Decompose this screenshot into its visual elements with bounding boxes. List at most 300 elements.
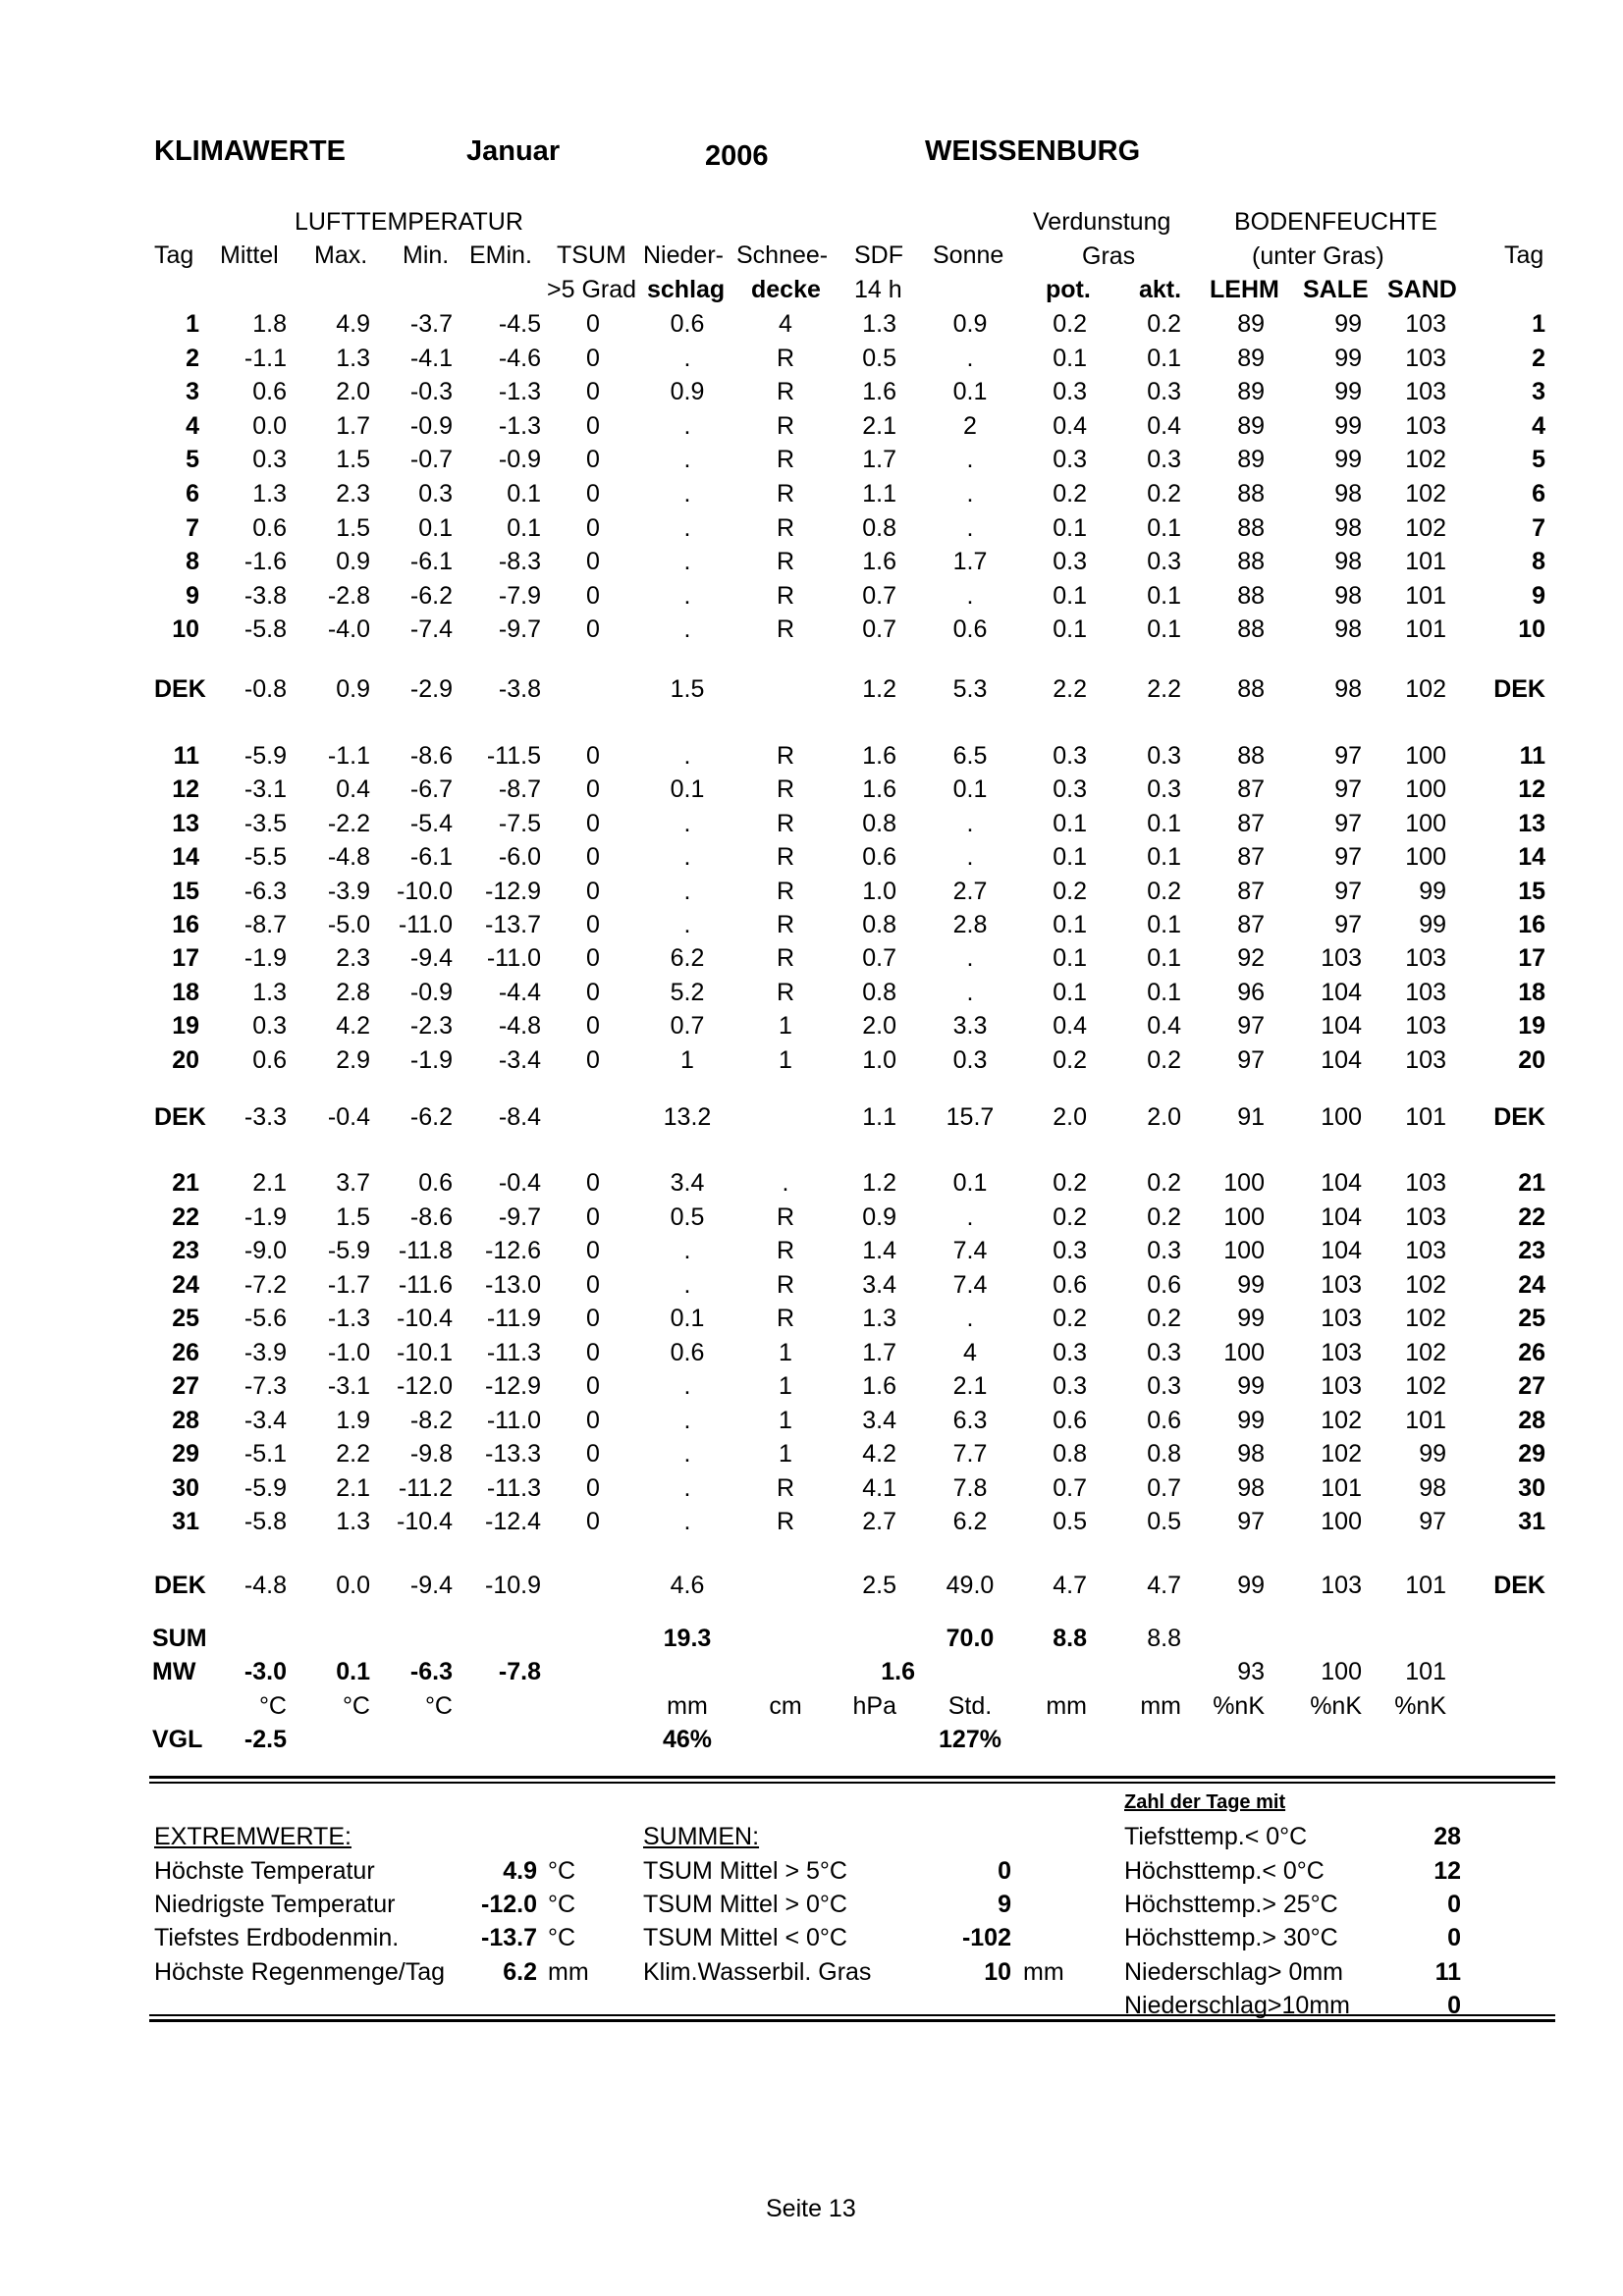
table-cell: 1: [779, 1372, 792, 1400]
table-cell: 96: [1237, 979, 1265, 1006]
table-cell: 0.2: [1053, 1305, 1087, 1332]
table-cell: 5: [186, 446, 199, 473]
summary-cell: mm: [1046, 1692, 1087, 1720]
table-cell: 30: [172, 1474, 199, 1502]
table-cell: 0.3: [1147, 378, 1181, 405]
table-cell: 0.1: [1053, 582, 1087, 610]
table-cell: -8.7: [498, 775, 541, 803]
table-cell: 1.5: [336, 1203, 370, 1231]
days-label: Tiefsttemp.< 0°C: [1124, 1823, 1308, 1850]
table-cell: -7.2: [243, 1271, 287, 1299]
table-cell: 19: [172, 1012, 199, 1040]
table-cell: 5.2: [670, 979, 705, 1006]
summary-cell: 19.3: [663, 1625, 712, 1652]
table-cell: -8.4: [498, 1103, 541, 1131]
table-cell: .: [966, 810, 974, 837]
table-cell: 0.3: [1053, 1237, 1087, 1264]
table-cell: 21: [1518, 1169, 1545, 1197]
table-cell: 4.7: [1147, 1572, 1181, 1599]
table-cell: .: [683, 1474, 691, 1502]
table-cell: 0: [586, 775, 600, 803]
table-cell: 1.9: [336, 1407, 370, 1434]
table-cell: .: [966, 480, 974, 507]
table-cell: -6.1: [409, 843, 453, 871]
table-cell: 0.9: [670, 378, 705, 405]
table-cell: 0.1: [1053, 911, 1087, 938]
table-cell: -12.9: [485, 878, 541, 905]
table-cell: 97: [1334, 742, 1362, 770]
table-cell: 0.3: [1147, 1237, 1181, 1264]
table-cell: 0.6: [862, 843, 896, 871]
table-cell: 7.8: [952, 1474, 988, 1502]
table-cell: 20: [172, 1046, 199, 1074]
table-cell: 0.9: [336, 675, 370, 703]
sum-value: -102: [961, 1924, 1011, 1951]
table-cell: 0.1: [952, 1169, 988, 1197]
table-cell: 101: [1405, 582, 1446, 610]
table-cell: -6.1: [409, 548, 453, 575]
table-cell: 103: [1405, 310, 1446, 338]
table-cell: 89: [1237, 412, 1265, 440]
table-cell: 88: [1237, 615, 1265, 643]
table-cell: -9.7: [498, 1203, 541, 1231]
table-cell: 8: [186, 548, 199, 575]
table-cell: 2.0: [336, 378, 370, 405]
table-cell: 7.7: [952, 1440, 988, 1468]
sums-heading: SUMMEN:: [643, 1823, 760, 1850]
table-cell: 3.3: [952, 1012, 988, 1040]
table-cell: .: [683, 548, 691, 575]
days-value: 0: [1447, 1924, 1461, 1951]
table-cell: 0.6: [952, 615, 988, 643]
table-cell: 3.4: [862, 1407, 896, 1434]
table-cell: -1.3: [498, 378, 541, 405]
table-cell: 13: [1518, 810, 1545, 837]
sum-value: 0: [998, 1857, 1011, 1885]
table-cell: 0.1: [1147, 582, 1181, 610]
table-cell: 1.5: [336, 514, 370, 542]
table-cell: 100: [1405, 775, 1446, 803]
table-cell: -2.2: [327, 810, 370, 837]
table-cell: 100: [1223, 1203, 1265, 1231]
table-cell: 98: [1334, 582, 1362, 610]
table-cell: 97: [1334, 775, 1362, 803]
extreme-unit: °C: [548, 1891, 576, 1918]
table-cell: 1.8: [252, 310, 287, 338]
table-cell: 0.6: [1147, 1407, 1181, 1434]
table-cell: .: [683, 582, 691, 610]
table-cell: 2: [186, 345, 199, 372]
table-cell: .: [966, 345, 974, 372]
header-lehm: LEHM: [1210, 276, 1279, 303]
table-cell: 0.1: [670, 775, 705, 803]
table-cell: 97: [1237, 1046, 1265, 1074]
table-cell: 0.6: [252, 514, 287, 542]
table-cell: 10: [172, 615, 199, 643]
table-cell: 98: [1334, 615, 1362, 643]
table-cell: R: [776, 810, 795, 837]
table-cell: 103: [1405, 1237, 1446, 1264]
summary-cell: °C: [342, 1692, 370, 1720]
sum-value: 10: [984, 1958, 1011, 1986]
table-cell: 99: [1419, 1440, 1446, 1468]
table-cell: 4.7: [1053, 1572, 1087, 1599]
table-cell: R: [776, 412, 795, 440]
table-cell: 0: [586, 944, 600, 972]
table-cell: 100: [1321, 1508, 1362, 1535]
table-cell: -1.9: [243, 1203, 287, 1231]
table-cell: 101: [1321, 1474, 1362, 1502]
table-cell: -4.8: [498, 1012, 541, 1040]
table-cell: 23: [1518, 1237, 1545, 1264]
table-cell: 0.1: [418, 514, 453, 542]
table-cell: 4.6: [670, 1572, 705, 1599]
table-cell: -5.5: [243, 843, 287, 871]
table-cell: 0.2: [1147, 1305, 1181, 1332]
table-cell: -0.9: [409, 412, 453, 440]
table-cell: -11.0: [398, 911, 453, 938]
table-cell: 3: [186, 378, 199, 405]
table-cell: 0: [586, 1440, 600, 1468]
table-cell: 102: [1405, 1271, 1446, 1299]
table-cell: .: [966, 1203, 974, 1231]
table-cell: 0.6: [670, 310, 705, 338]
header-sonne: Sonne: [933, 241, 1004, 269]
table-cell: 10: [1518, 615, 1545, 643]
table-cell: 0: [586, 1474, 600, 1502]
table-cell: 1.7: [862, 446, 896, 473]
table-cell: 0: [586, 1339, 600, 1366]
table-cell: 2.7: [862, 1508, 896, 1535]
table-cell: -1.1: [243, 345, 287, 372]
table-cell: 104: [1321, 1203, 1362, 1231]
table-cell: 88: [1237, 548, 1265, 575]
summary-cell: 93: [1237, 1658, 1265, 1685]
table-cell: -3.1: [327, 1372, 370, 1400]
table-cell: .: [683, 412, 691, 440]
table-cell: 0.7: [1147, 1474, 1181, 1502]
table-cell: -8.6: [409, 742, 453, 770]
table-cell: -13.7: [485, 911, 541, 938]
table-cell: -0.3: [409, 378, 453, 405]
rule-bottom-2: [149, 2019, 1555, 2022]
table-cell: 2.8: [952, 911, 988, 938]
table-cell: 1: [186, 310, 199, 338]
table-cell: 100: [1223, 1339, 1265, 1366]
rule-top-1: [149, 1776, 1555, 1779]
table-cell: 97: [1237, 1012, 1265, 1040]
table-cell: 101: [1405, 1103, 1446, 1131]
table-cell: .: [683, 1271, 691, 1299]
table-cell: 2: [963, 412, 977, 440]
table-cell: 0.8: [1147, 1440, 1181, 1468]
table-cell: 0.6: [670, 1339, 705, 1366]
table-cell: 1.2: [862, 1169, 896, 1197]
table-cell: 1: [779, 1339, 792, 1366]
table-cell: 0.8: [862, 810, 896, 837]
table-cell: -2.3: [409, 1012, 453, 1040]
table-cell: 0.1: [1147, 979, 1181, 1006]
table-cell: .: [683, 878, 691, 905]
table-cell: .: [966, 446, 974, 473]
days-value: 28: [1434, 1823, 1461, 1850]
page-number: Seite 13: [766, 2195, 856, 2222]
table-cell: R: [776, 480, 795, 507]
table-cell: -0.9: [498, 446, 541, 473]
table-cell: -5.8: [243, 1508, 287, 1535]
table-cell: 99: [1334, 345, 1362, 372]
table-cell: 0.1: [1053, 810, 1087, 837]
extreme-value: 6.2: [503, 1958, 537, 1986]
table-cell: 27: [172, 1372, 199, 1400]
table-cell: 19: [1518, 1012, 1545, 1040]
table-cell: 103: [1405, 1012, 1446, 1040]
table-cell: 1: [779, 1046, 792, 1074]
table-cell: R: [776, 1305, 795, 1332]
table-cell: 0: [586, 1407, 600, 1434]
table-cell: 0.2: [1147, 480, 1181, 507]
table-cell: 17: [172, 944, 199, 972]
table-cell: 1.2: [862, 675, 896, 703]
table-cell: -10.0: [397, 878, 453, 905]
table-cell: 98: [1237, 1440, 1265, 1468]
table-cell: 2.0: [1147, 1103, 1181, 1131]
table-cell: DEK: [154, 1103, 206, 1131]
table-cell: 0.5: [1147, 1508, 1181, 1535]
table-cell: 99: [1237, 1305, 1265, 1332]
table-cell: 103: [1405, 412, 1446, 440]
table-cell: 1.3: [336, 345, 370, 372]
table-cell: 87: [1237, 878, 1265, 905]
table-cell: -7.3: [243, 1372, 287, 1400]
summary-cell: mm: [667, 1692, 708, 1720]
report-month: Januar: [466, 135, 561, 167]
table-cell: 0.7: [862, 615, 896, 643]
table-cell: .: [683, 615, 691, 643]
table-cell: 97: [1334, 810, 1362, 837]
table-cell: -11.8: [398, 1237, 453, 1264]
table-cell: 0.6: [1053, 1271, 1087, 1299]
summary-cell: 46%: [662, 1726, 713, 1753]
header-tsum-sub: >5 Grad: [547, 276, 637, 303]
table-cell: 6: [186, 480, 199, 507]
table-cell: 24: [172, 1271, 199, 1299]
table-cell: 0.7: [1053, 1474, 1087, 1502]
extreme-value: 4.9: [503, 1857, 537, 1885]
table-cell: 1: [779, 1407, 792, 1434]
table-cell: -10.4: [397, 1305, 453, 1332]
table-cell: -9.8: [409, 1440, 453, 1468]
table-cell: 0.2: [1053, 1046, 1087, 1074]
summary-cell: -2.5: [243, 1726, 287, 1753]
summary-cell: cm: [769, 1692, 802, 1720]
table-cell: 104: [1321, 1169, 1362, 1197]
table-cell: 0.1: [670, 1305, 705, 1332]
table-cell: 0.3: [1053, 1372, 1087, 1400]
table-cell: -7.9: [498, 582, 541, 610]
table-cell: 1.7: [336, 412, 370, 440]
table-cell: 3.4: [862, 1271, 896, 1299]
table-cell: 29: [1518, 1440, 1545, 1468]
table-cell: 3.7: [336, 1169, 370, 1197]
extreme-label: Höchste Temperatur: [154, 1857, 375, 1885]
table-cell: -11.0: [486, 944, 541, 972]
table-cell: -0.9: [409, 979, 453, 1006]
extreme-value: -12.0: [481, 1891, 537, 1918]
table-cell: 4.2: [336, 1012, 370, 1040]
table-cell: 13.2: [663, 1103, 712, 1131]
table-cell: 91: [1237, 1103, 1265, 1131]
table-cell: 99: [1237, 1572, 1265, 1599]
table-cell: 100: [1405, 742, 1446, 770]
group-lufttemperatur: LUFTTEMPERATUR: [295, 208, 523, 236]
header-akt: akt.: [1139, 276, 1182, 303]
table-cell: 99: [1237, 1407, 1265, 1434]
table-cell: -10.1: [397, 1339, 453, 1366]
table-cell: 0: [586, 480, 600, 507]
table-cell: 92: [1237, 944, 1265, 972]
table-cell: 0.3: [1053, 742, 1087, 770]
table-cell: 26: [1518, 1339, 1545, 1366]
table-cell: 87: [1237, 911, 1265, 938]
table-cell: R: [776, 1508, 795, 1535]
table-cell: 0.3: [1053, 775, 1087, 803]
table-cell: 100: [1321, 1103, 1362, 1131]
table-cell: 1.6: [862, 742, 896, 770]
table-cell: 2.9: [336, 1046, 370, 1074]
table-cell: 1.6: [862, 548, 896, 575]
table-cell: 18: [1518, 979, 1545, 1006]
table-cell: 100: [1405, 810, 1446, 837]
table-cell: 5: [1532, 446, 1545, 473]
table-cell: 6.3: [952, 1407, 988, 1434]
table-cell: 17: [1518, 944, 1545, 972]
table-cell: 2.8: [336, 979, 370, 1006]
table-cell: -11.9: [486, 1305, 541, 1332]
table-cell: -6.0: [498, 843, 541, 871]
header-nieder-sub: schlag: [647, 276, 726, 303]
sum-label: TSUM Mittel > 0°C: [643, 1891, 847, 1918]
sum-label: Klim.Wasserbil. Gras: [643, 1958, 872, 1986]
table-cell: 23: [172, 1237, 199, 1264]
table-cell: 103: [1321, 1372, 1362, 1400]
table-cell: 1.3: [336, 1508, 370, 1535]
table-cell: 103: [1405, 979, 1446, 1006]
table-cell: -3.9: [327, 878, 370, 905]
table-cell: -11.3: [486, 1339, 541, 1366]
table-cell: -4.1: [409, 345, 453, 372]
table-cell: 99: [1419, 878, 1446, 905]
table-cell: 9: [186, 582, 199, 610]
group-verdunstung: Verdunstung: [1033, 208, 1171, 236]
summary-cell: -6.3: [409, 1658, 453, 1685]
table-cell: 102: [1405, 1305, 1446, 1332]
table-cell: 103: [1321, 1572, 1362, 1599]
table-cell: 0.3: [1053, 548, 1087, 575]
table-cell: 0.1: [1147, 843, 1181, 871]
table-cell: 102: [1405, 480, 1446, 507]
table-cell: 0.8: [862, 911, 896, 938]
table-cell: -0.7: [409, 446, 453, 473]
table-cell: -13.0: [485, 1271, 541, 1299]
table-cell: DEK: [1493, 675, 1545, 703]
days-label: Niederschlag>10mm: [1124, 1992, 1350, 2019]
table-cell: -5.1: [243, 1440, 287, 1468]
table-cell: 24: [1518, 1271, 1545, 1299]
table-cell: -1.9: [409, 1046, 453, 1074]
header-schnee: Schnee-: [736, 241, 829, 269]
table-cell: 16: [1518, 911, 1545, 938]
table-cell: 89: [1237, 378, 1265, 405]
table-cell: 1.5: [336, 446, 370, 473]
table-cell: 0.4: [1147, 1012, 1181, 1040]
table-cell: 88: [1237, 480, 1265, 507]
table-cell: 103: [1405, 1169, 1446, 1197]
sum-label: TSUM Mittel < 0°C: [643, 1924, 847, 1951]
table-cell: 4.2: [862, 1440, 896, 1468]
header-sale: SALE: [1303, 276, 1369, 303]
days-label: Höchsttemp.< 0°C: [1124, 1857, 1325, 1885]
table-cell: 0.1: [952, 378, 988, 405]
days-value: 0: [1447, 1992, 1461, 2019]
extreme-unit: °C: [548, 1857, 576, 1885]
table-cell: 7: [186, 514, 199, 542]
days-label: Höchsttemp.> 30°C: [1124, 1924, 1338, 1951]
table-cell: 0: [586, 548, 600, 575]
table-cell: 98: [1334, 514, 1362, 542]
table-cell: 97: [1334, 911, 1362, 938]
table-cell: 11: [1519, 742, 1545, 770]
table-cell: 103: [1405, 345, 1446, 372]
table-cell: 3.4: [670, 1169, 705, 1197]
table-cell: 11: [173, 742, 199, 770]
table-cell: -11.0: [486, 1407, 541, 1434]
table-cell: -10.9: [485, 1572, 541, 1599]
extreme-unit: mm: [548, 1958, 589, 1986]
table-cell: 22: [172, 1203, 199, 1231]
table-cell: 0.1: [1147, 514, 1181, 542]
table-cell: DEK: [154, 1572, 206, 1599]
table-cell: -4.6: [498, 345, 541, 372]
table-cell: 2.2: [1053, 675, 1087, 703]
table-cell: 0.3: [1053, 1339, 1087, 1366]
table-cell: 89: [1237, 310, 1265, 338]
table-cell: -1.1: [327, 742, 370, 770]
table-cell: 30: [1518, 1474, 1545, 1502]
table-cell: R: [776, 911, 795, 938]
table-cell: 104: [1321, 979, 1362, 1006]
table-cell: 0.2: [1053, 1169, 1087, 1197]
table-cell: 101: [1405, 1572, 1446, 1599]
table-cell: -8.2: [409, 1407, 453, 1434]
header-mittel: Mittel: [220, 241, 279, 269]
table-cell: -5.6: [243, 1305, 287, 1332]
table-cell: 2.3: [336, 944, 370, 972]
header-unter-gras: (unter Gras): [1252, 242, 1384, 270]
table-cell: 0.7: [862, 582, 896, 610]
table-cell: -1.7: [327, 1271, 370, 1299]
table-cell: 0: [586, 514, 600, 542]
table-cell: 0: [586, 378, 600, 405]
table-cell: 0.8: [1053, 1440, 1087, 1468]
summary-cell: 0.1: [336, 1658, 370, 1685]
table-cell: 1: [680, 1046, 694, 1074]
table-cell: R: [776, 548, 795, 575]
table-cell: 0.4: [1053, 1012, 1087, 1040]
table-cell: 99: [1334, 412, 1362, 440]
table-cell: 0.7: [862, 944, 896, 972]
table-cell: 102: [1405, 1339, 1446, 1366]
